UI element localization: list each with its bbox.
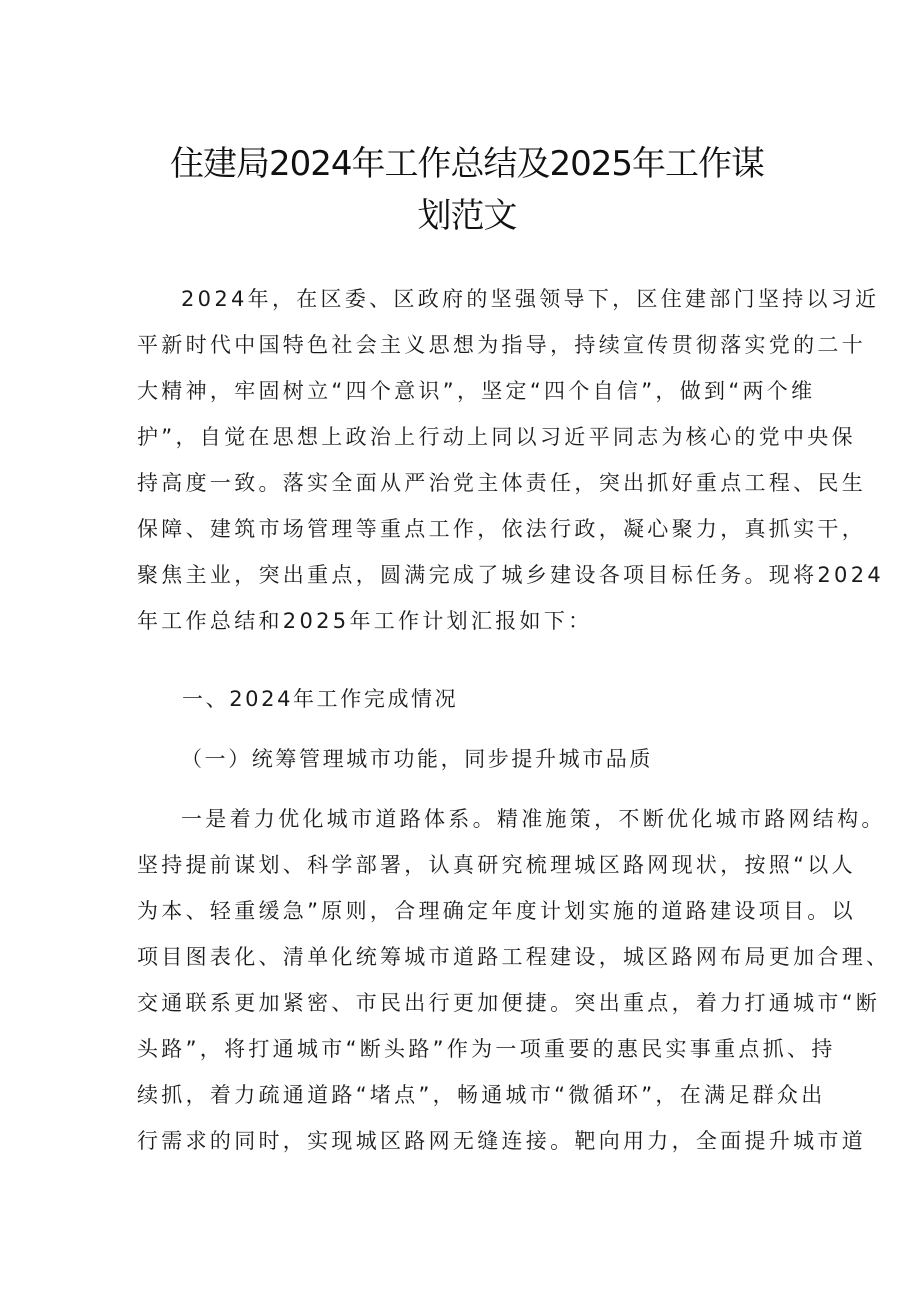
body-line: 续抓，着力疏通道路“堵点”，畅通城市“微循环”，在满足群众出 [137,1083,826,1107]
body-line: 一是着力优化城市道路体系。精准施策，不断优化城市路网结构。 [181,807,886,831]
subsection-heading: （一）统筹管理城市功能，同步提升城市品质 [181,747,653,771]
body-line: 行需求的同时，实现城区路网无缝连接。靶向用力，全面提升城市道 [137,1129,866,1153]
intro-line: 年工作总结和2025年工作计划汇报如下： [137,609,593,633]
body-line: 为本、轻重缓急”原则，合理确定年度计划实施的道路建设项目。以 [137,899,856,923]
intro-line: 大精神，牢固树立“四个意识”，坚定“四个自信”，做到“两个维 [137,379,816,403]
intro-line: 保障、建筑市场管理等重点工作，依法行政，凝心聚力，真抓实干， [137,517,866,541]
intro-line: 平新时代中国特色社会主义思想为指导，持续宣传贯彻落实党的二十 [137,333,866,357]
document-title-line-2: 划范文 [417,196,517,236]
body-line: 项目图表化、清单化统筹城市道路工程建设，城区路网布局更加合理、 [137,945,891,969]
intro-line: 2024年，在区委、区政府的坚强领导下，区住建部门坚持以习近 [181,287,880,311]
intro-paragraph [137,276,885,644]
body-line: 坚持提前谋划、科学部署，认真研究梳理城区路网现状，按照“以人 [137,853,856,877]
body-paragraph [137,796,891,1164]
document-title-line-1: 住建局2024年工作总结及2025年工作谋 [169,144,765,184]
section-heading: 一、2024年工作完成情况 [182,687,459,711]
body-line: 交通联系更加紧密、市民出行更加便捷。突出重点，着力打通城市“断 [137,991,881,1015]
intro-line: 护”，自觉在思想上政治上行动上同以习近平同志为核心的党中央保 [137,425,856,449]
body-line: 头路”，将打通城市“断头路”作为一项重要的惠民实事重点抓、持 [137,1037,836,1061]
intro-line: 聚焦主业，突出重点，圆满完成了城乡建设各项目标任务。现将2024 [137,563,885,587]
intro-line: 持高度一致。落实全面从严治党主体责任，突出抓好重点工程、民生 [137,471,866,495]
